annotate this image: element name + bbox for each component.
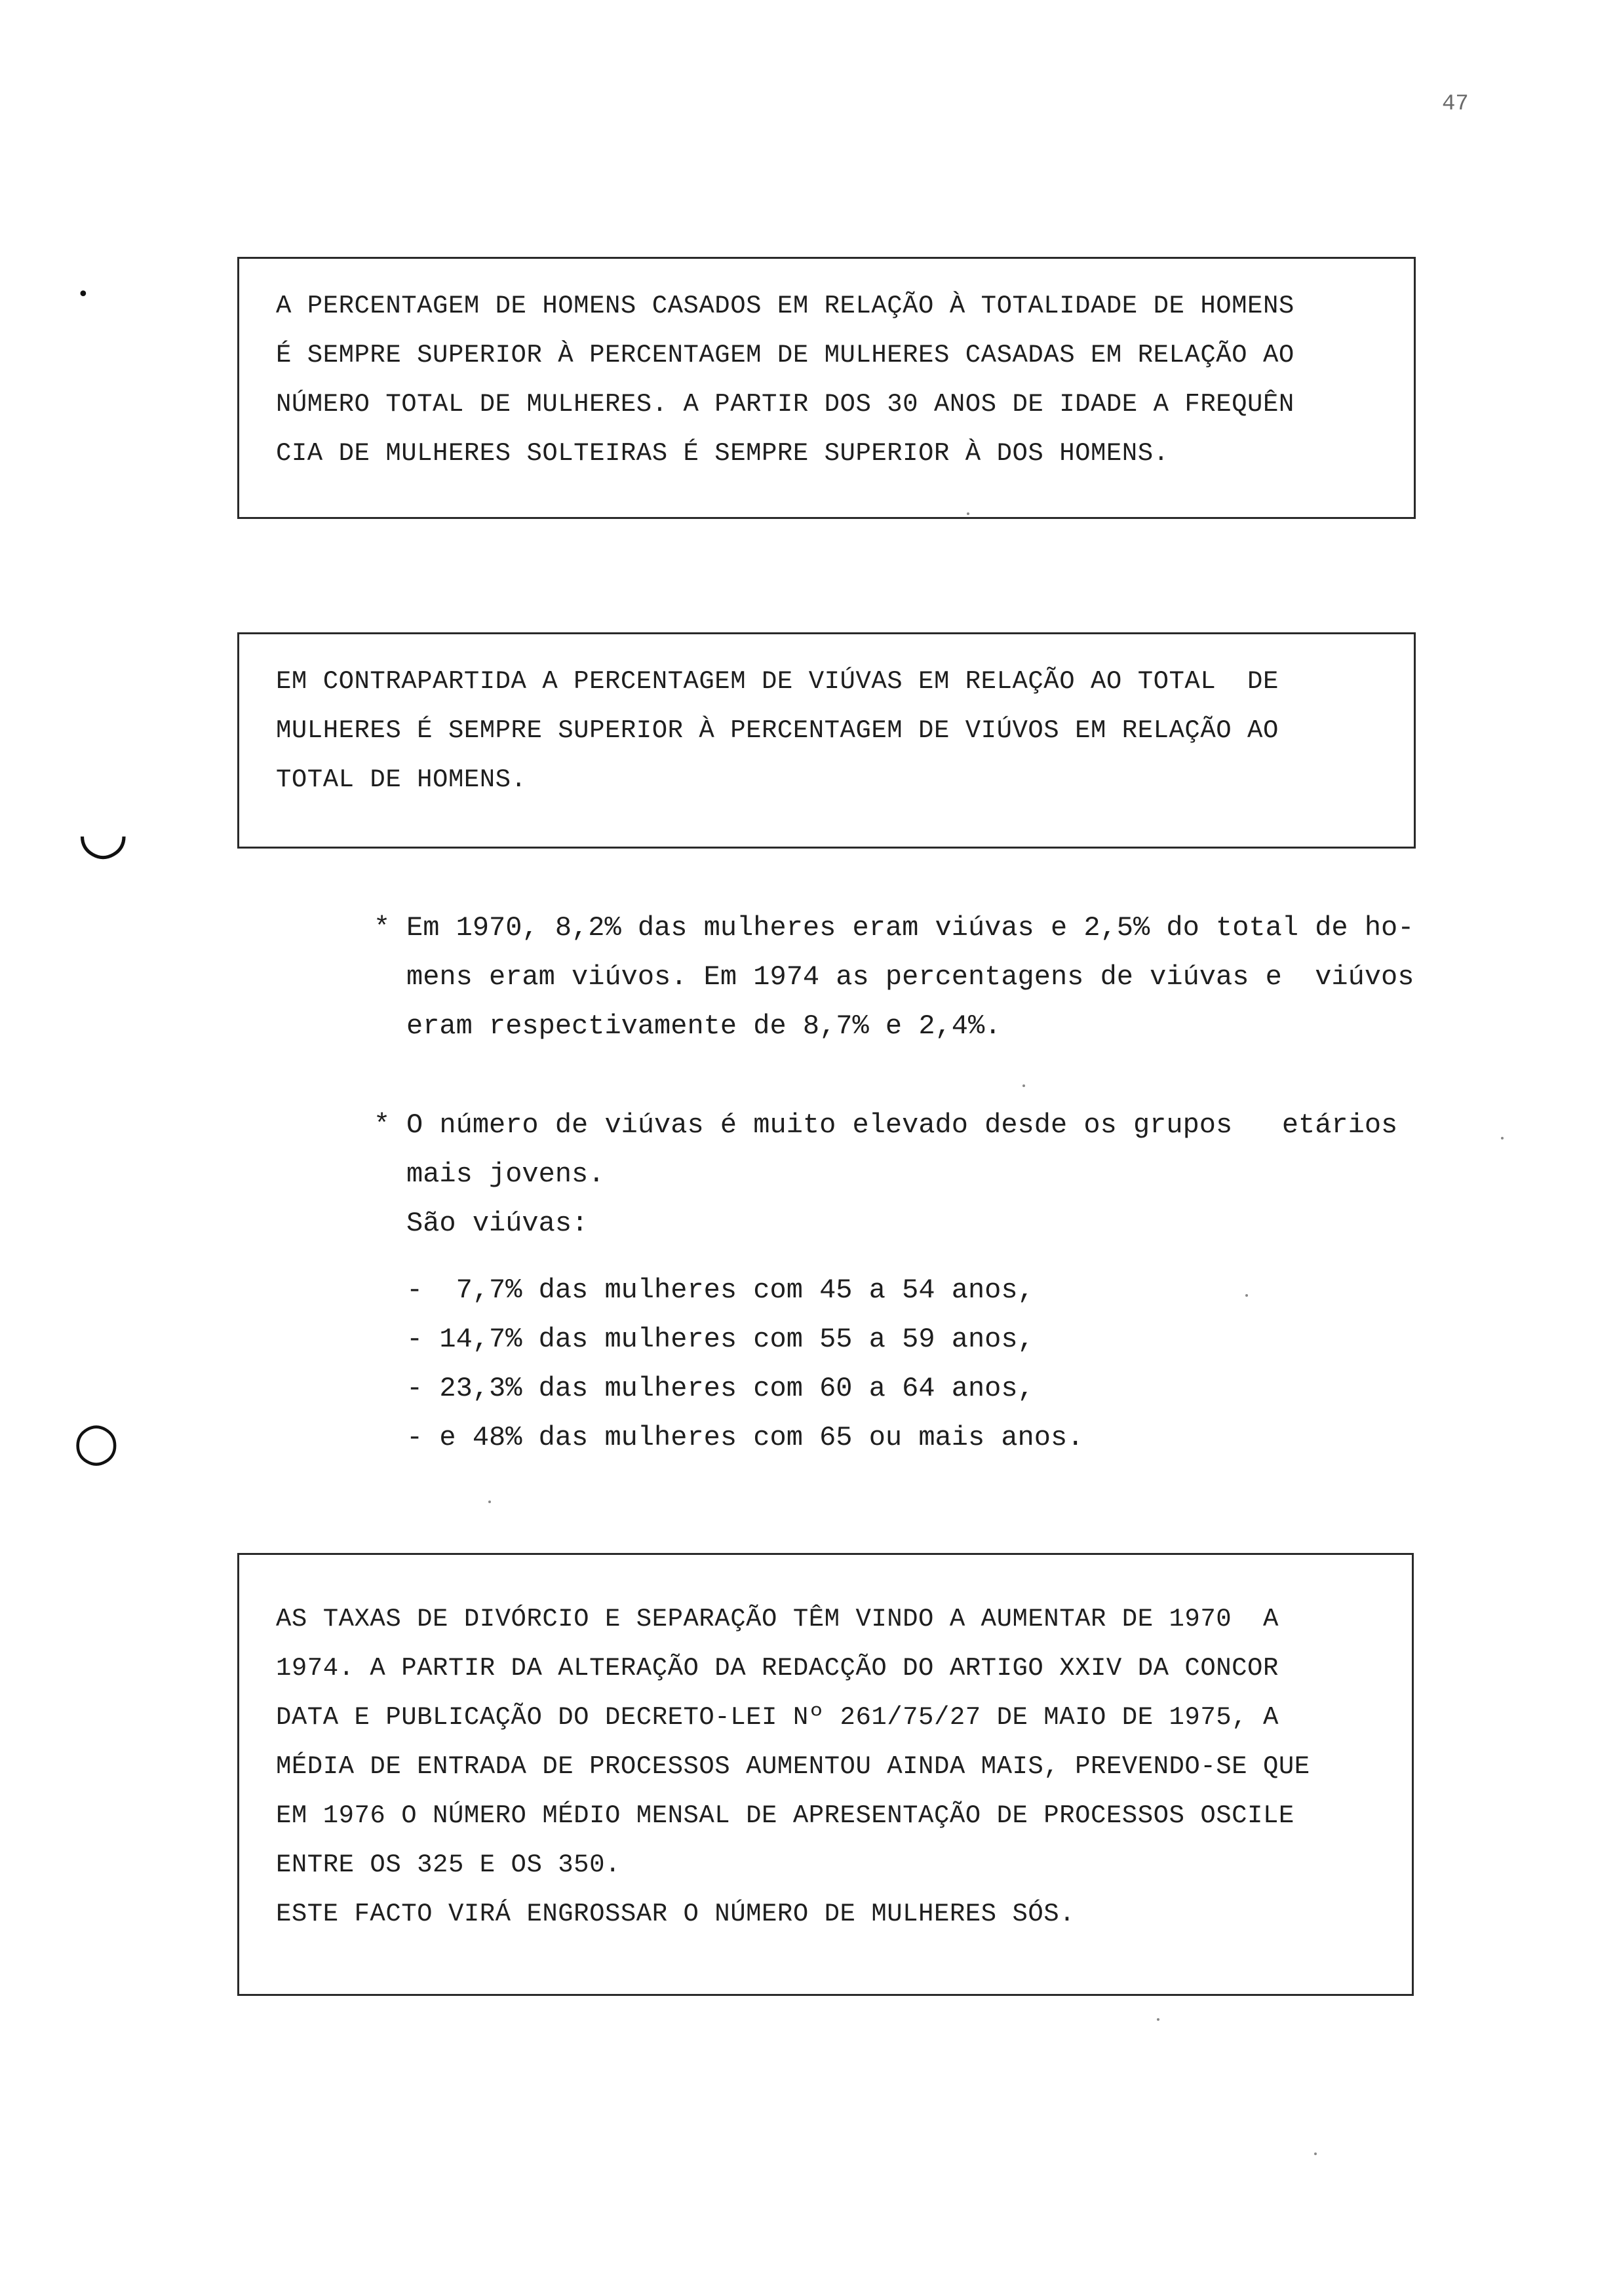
list-item: - 7,7% das mulheres com 45 a 54 anos,	[406, 1274, 1034, 1306]
scan-speck	[488, 1501, 491, 1503]
list-item: - e 48% das mulheres com 65 ou mais anos.	[406, 1422, 1084, 1453]
box-line: EM 1976 O NÚMERO MÉDIO MENSAL DE APRESENTAÇÃO DE PROCESSOS OSCILE	[276, 1801, 1294, 1830]
box-line: MULHERES É SEMPRE SUPERIOR À PERCENTAGEM DE VIÚVOS EM RELAÇÃO AO	[276, 716, 1279, 745]
scan-speck	[967, 512, 969, 515]
box-line: CIA DE MULHERES SOLTEIRAS É SEMPRE SUPERIOR À DOS HOMENS.	[276, 439, 1169, 468]
bullet-line: mais jovens.	[406, 1158, 605, 1190]
box-line: EM CONTRAPARTIDA A PERCENTAGEM DE VIÚVAS EM RELAÇÃO AO TOTAL DE	[276, 667, 1279, 696]
bullet-line: O número de viúvas é muito elevado desde os grupos etários	[406, 1109, 1398, 1141]
bullet-line: mens eram viúvos. Em 1974 as percentagens de viúvas e viúvos	[406, 961, 1414, 993]
margin-mark: ○	[73, 1411, 119, 1472]
box-line: A PERCENTAGEM DE HOMENS CASADOS EM RELAÇÃO À TOTALIDADE DE HOMENS	[276, 292, 1294, 320]
margin-mark: •	[77, 283, 89, 306]
bullet-line: Em 1970, 8,2% das mulheres eram viúvas e 2,5% do total de ho-	[406, 912, 1414, 944]
bullet-line: São viúvas:	[406, 1208, 589, 1239]
box-line: ENTRE OS 325 E OS 350.	[276, 1850, 621, 1879]
scan-speck	[1501, 1137, 1504, 1139]
box-line: DATA E PUBLICAÇÃO DO DECRETO-LEI Nº 261/75/27 DE MAIO DE 1975, A	[276, 1703, 1279, 1732]
list-item: - 23,3% das mulheres com 60 a 64 anos,	[406, 1373, 1034, 1404]
bullet-marker: *	[374, 912, 391, 944]
text-box-divorce	[237, 1553, 1414, 1996]
box-line: 1974. A PARTIR DA ALTERAÇÃO DA REDACÇÃO DO ARTIGO XXIV DA CONCOR	[276, 1654, 1279, 1683]
text-box-widows	[237, 632, 1416, 849]
margin-mark: ◡	[77, 797, 129, 866]
scan-speck	[1314, 2152, 1317, 2155]
box-line: É SEMPRE SUPERIOR À PERCENTAGEM DE MULHERES CASADAS EM RELAÇÃO AO	[276, 341, 1294, 370]
bullet-line: eram respectivamente de 8,7% e 2,4%.	[406, 1010, 1002, 1042]
text-box-married	[237, 257, 1416, 519]
list-item: - 14,7% das mulheres com 55 a 59 anos,	[406, 1324, 1034, 1355]
scan-speck	[1022, 1084, 1025, 1087]
box-line: NÚMERO TOTAL DE MULHERES. A PARTIR DOS 30 ANOS DE IDADE A FREQUÊN	[276, 390, 1294, 419]
page-number: 47	[1442, 92, 1469, 117]
scan-speck	[1245, 1294, 1248, 1297]
box-line: TOTAL DE HOMENS.	[276, 765, 527, 794]
box-line: ESTE FACTO VIRÁ ENGROSSAR O NÚMERO DE MULHERES SÓS.	[276, 1900, 1076, 1928]
box-line: AS TAXAS DE DIVÓRCIO E SEPARAÇÃO TÊM VINDO A AUMENTAR DE 1970 A	[276, 1605, 1279, 1634]
box-line: MÉDIA DE ENTRADA DE PROCESSOS AUMENTOU AINDA MAIS, PREVENDO-SE QUE	[276, 1752, 1310, 1781]
bullet-marker: *	[374, 1109, 391, 1141]
scan-speck	[1157, 2018, 1159, 2021]
